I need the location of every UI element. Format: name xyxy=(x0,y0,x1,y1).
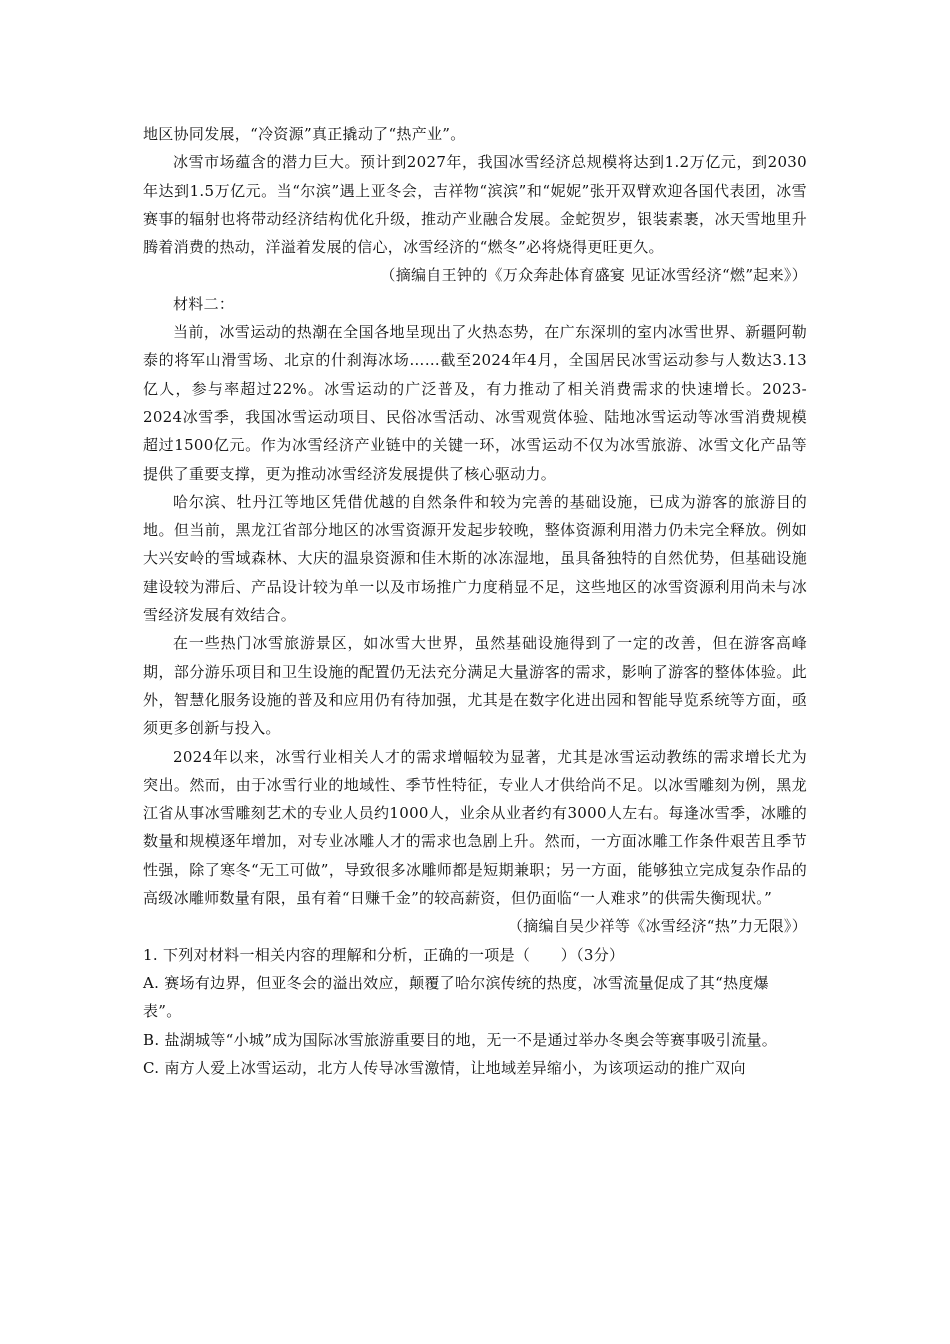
paragraph: 在一些热门冰雪旅游景区，如冰雪大世界，虽然基础设施得到了一定的改善，但在游客高峰期，部分游乐项目和卫生设施的配置仍无法充分满足大量游客的需求，影响了游客的整体体验。此外，智慧化服务设施的普及和应用仍有待加强，尤其是在数字化进出园和智能导览系统等方面，亟须更多创新与投入。 xyxy=(143,634,807,738)
material-heading: 材料二： xyxy=(173,294,235,313)
paragraph: 哈尔滨、牡丹江等地区凭借优越的自然条件和较为完善的基础设施，已成为游客的旅游目的地。但当前，黑龙江省部分地区的冰雪资源开发起步较晚，整体资源利用潜力仍未完全释放。例如大兴安岭的雪域森林、大庆的温泉资源和佳木斯的冰冻湿地，虽具备独特的自然优势，但基础设施建设较为滞后、产品设计较为单一以及市场推广力度稍显不足，这些地区的冰雪资源利用尚未与冰雪经济发展有效结合。 xyxy=(143,492,807,625)
source-citation: （摘编自王钟的《万众奔赴体育盛宴 见证冰雪经济“燃”起来》） xyxy=(380,266,807,285)
paragraph: 地区协同发展，“冷资源”真正撬动了“热产业”。 xyxy=(143,125,466,143)
exam-page xyxy=(143,120,807,1082)
option-a: A. 赛场有边界，但亚冬会的溢出效应，颠覆了哈尔滨传统的热度，冰雪流量促成了其“热度爆表”。 xyxy=(143,973,769,1021)
source-citation: （摘编自吴少祥等《冰雪经济“热”力无限》） xyxy=(507,917,807,936)
question-stem: 1. 下列对材料一相关内容的理解和分析，正确的一项是（ ）（3分） xyxy=(143,945,625,964)
paragraph: 2024年以来，冰雪行业相关人才的需求增幅较为显著，尤其是冰雪运动教练的需求增长尤为突出。然而，由于冰雪行业的地域性、季节性特征，专业人才供给尚不足。以冰雪雕刻为例，黑龙江省从事冰雪雕刻艺术的专业人员约1000人，业余从业者约有3000人左右。每逢冰雪季，冰雕的数量和规模逐年增加，对专业冰雕人才的需求也急剧上升。然而，一方面冰雕工作条件艰苦且季节性强，除了寒冬“无工可做”，导致很多冰雕师都是短期兼职；另一方面，能够独立完成复杂作品的高级冰雕师数量有限，虽有着“日赚千金”的较高薪资，但仍面临“一人难求”的供需失衡现状。” xyxy=(143,747,807,908)
paragraph: 当前，冰雪运动的热潮在全国各地呈现出了火热态势，在广东深圳的室内冰雪世界、新疆阿勒泰的将军山滑雪场、北京的什刹海冰场……截至2024年4月，全国居民冰雪运动参与人数达3.13亿人，参与率超过22%。冰雪运动的广泛普及，有力推动了相关消费需求的快速增长。2023-2024冰雪季，我国冰雪运动项目、民俗冰雪活动、冰雪观赏体验、陆地冰雪运动等冰雪消费规模超过1500亿元。作为冰雪经济产业链中的关键一环，冰雪运动不仅为冰雪旅游、冰雪文化产品等提供了重要支撑，更为推动冰雪经济发展提供了核心驱动力。 xyxy=(143,323,807,483)
paragraph: 冰雪市场蕴含的潜力巨大。预计到2027年，我国冰雪经济总规模将达到1.2万亿元，到2030年达到1.5万亿元。当“尔滨”遇上亚冬会，吉祥物“滨滨”和“妮妮”张开双臂欢迎各国代表团，冰雪赛事的辐射也将带动经济结构优化升级，推动产业融合发展。金蛇贺岁，银装素裹，冰天雪地里升腾着消费的热动，洋溢着发展的信心，冰雪经济的“燃冬”必将烧得更旺更久。 xyxy=(143,153,807,257)
option-b: B. 盐湖城等“小城”成为国际冰雪旅游重要目的地，无一不是通过举办冬奥会等赛事吸引流量。 xyxy=(143,1030,778,1049)
option-c: C. 南方人爱上冰雪运动，北方人传导冰雪激情，让地域差异缩小，为该项运动的推广双向 xyxy=(143,1058,746,1077)
